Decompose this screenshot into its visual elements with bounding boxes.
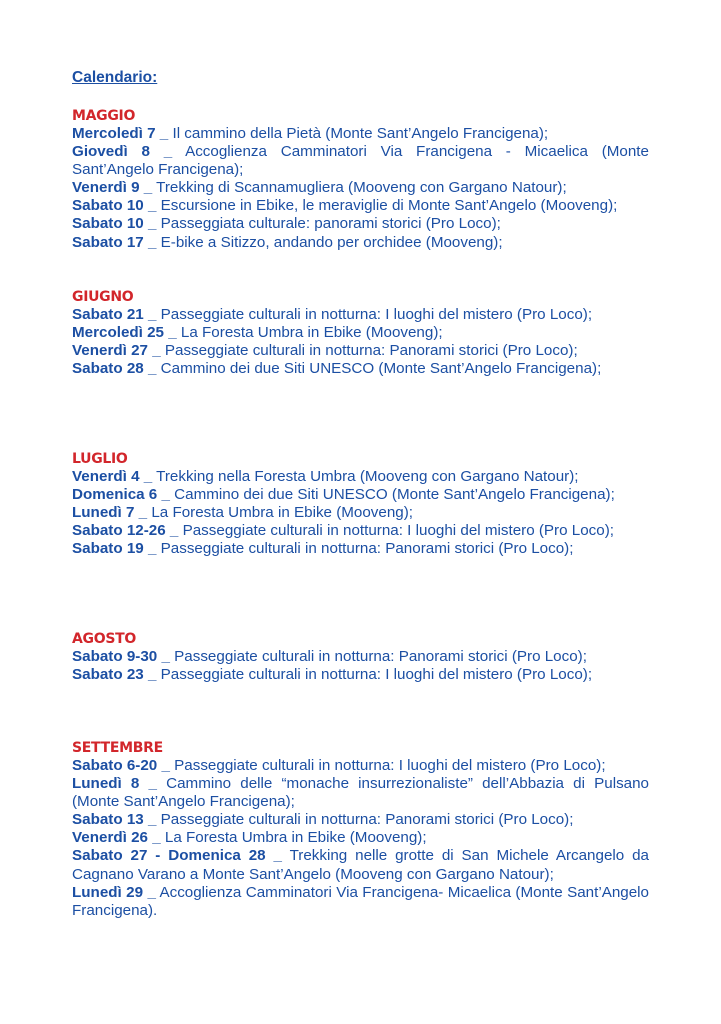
month-section-maggio bbox=[72, 107, 649, 252]
event-entry bbox=[72, 775, 649, 811]
event-entry bbox=[72, 468, 649, 486]
event-text: E-bike a Sitizzo, andando per orchidee (Mooveng); bbox=[160, 233, 503, 251]
event-text: Trekking nella Foresta Umbra (Mooveng con Gargano Natour); bbox=[156, 468, 579, 485]
event-text: Trekking nelle grotte di San Michele Arcangelo da Cagnano Varano a Monte Sant’Angelo (Mooveng con Gargano Natour); bbox=[72, 847, 650, 883]
event-text: Trekking di Scannamugliera (Mooveng con Gargano Natour); bbox=[156, 179, 567, 197]
event-date: Lunedì 8 _ bbox=[72, 775, 157, 793]
event-entry bbox=[72, 757, 649, 775]
event-text: La Foresta Umbra in Ebike (Mooveng); bbox=[151, 504, 414, 522]
month-heading: GIUGNO bbox=[72, 289, 134, 305]
event-entry bbox=[72, 360, 649, 378]
event-date: Sabato 21 _ bbox=[72, 306, 157, 323]
month-heading: LUGLIO bbox=[72, 451, 128, 467]
month-section-giugno bbox=[72, 288, 649, 378]
event-date: Sabato 12-26 _ bbox=[72, 522, 179, 540]
event-date: Giovedì 8 _ bbox=[72, 143, 173, 161]
event-text: Passeggiate culturali in notturna: I luoghi del mistero (Pro Loco); bbox=[182, 522, 614, 540]
event-date: Venerdì 4 _ bbox=[72, 468, 153, 485]
event-date: Sabato 6-20 _ bbox=[72, 757, 170, 774]
event-date: Mercoledì 7 _ bbox=[72, 125, 169, 142]
event-text: Cammino dei due Siti UNESCO (Monte Sant’Angelo Francigena); bbox=[174, 486, 615, 504]
event-date: Sabato 13 _ bbox=[72, 811, 157, 829]
page-title: Calendario: bbox=[72, 69, 158, 86]
event-text: Passeggiate culturali in notturna: Panorami storici (Pro Loco); bbox=[174, 648, 587, 665]
event-entry bbox=[72, 324, 649, 342]
event-text: Passeggiate culturali in notturna: Panorami storici (Pro Loco); bbox=[160, 540, 574, 558]
event-entry bbox=[72, 884, 649, 920]
event-text: Il cammino della Pietà (Monte Sant’Angelo Francigena); bbox=[172, 125, 549, 142]
event-entry bbox=[72, 125, 649, 143]
month-section-agosto bbox=[72, 630, 649, 684]
event-date: Sabato 28 _ bbox=[72, 360, 157, 378]
event-text: Accoglienza Camminatori Via Francigena - Micaelica (Monte Sant’Angelo Francigena); bbox=[72, 143, 649, 179]
month-heading: AGOSTO bbox=[72, 631, 136, 647]
month-section-settembre bbox=[72, 739, 649, 920]
event-entry bbox=[72, 829, 649, 847]
event-entry bbox=[72, 648, 649, 666]
event-date: Lunedì 7 _ bbox=[72, 504, 148, 522]
event-text: Passeggiate culturali in notturna: I luoghi del mistero (Pro Loco); bbox=[174, 757, 606, 774]
event-entry bbox=[72, 847, 649, 883]
month-heading: MAGGIO bbox=[72, 108, 136, 124]
event-date: Sabato 19 _ bbox=[72, 540, 157, 558]
event-date: Sabato 17 _ bbox=[72, 233, 157, 251]
event-text: Passeggiate culturali in notturna: I luoghi del mistero (Pro Loco); bbox=[160, 666, 593, 684]
event-entry bbox=[72, 666, 649, 684]
event-entry bbox=[72, 342, 649, 360]
event-entry bbox=[72, 234, 649, 252]
event-date: Sabato 10 _ bbox=[72, 197, 157, 215]
event-text: Cammino delle “monache insurrezionaliste” dell’Abbazia di Pulsano (Monte Sant’Angelo Francigena); bbox=[72, 775, 650, 811]
event-entry bbox=[72, 179, 649, 197]
event-date: Venerdì 26 _ bbox=[72, 829, 161, 847]
event-date: Venerdì 27 _ bbox=[72, 342, 161, 360]
event-entry bbox=[72, 486, 649, 504]
event-entry bbox=[72, 504, 649, 522]
event-date: Domenica 6 _ bbox=[72, 486, 170, 504]
event-date: Sabato 9-30 _ bbox=[72, 648, 170, 665]
event-entry bbox=[72, 215, 649, 233]
event-date: Venerdì 9 _ bbox=[72, 179, 153, 197]
event-date: Sabato 27 - Domenica 28 _ bbox=[72, 847, 282, 865]
event-text: La Foresta Umbra in Ebike (Mooveng); bbox=[180, 324, 443, 342]
event-entry bbox=[72, 197, 649, 215]
event-date: Sabato 23 _ bbox=[72, 666, 157, 684]
event-text: Passeggiate culturali in notturna: Panorami storici (Pro Loco); bbox=[160, 811, 574, 829]
event-entry bbox=[72, 306, 649, 324]
event-entry bbox=[72, 143, 649, 179]
month-section-luglio bbox=[72, 450, 649, 558]
month-heading: SETTEMBRE bbox=[72, 740, 163, 756]
event-text: Escursione in Ebike, le meraviglie di Monte Sant’Angelo (Mooveng); bbox=[160, 197, 618, 215]
event-text: Passeggiate culturali in notturna: Panorami storici (Pro Loco); bbox=[164, 342, 578, 360]
event-entry bbox=[72, 540, 649, 558]
event-date: Sabato 10 _ bbox=[72, 215, 157, 233]
event-text: Cammino dei due Siti UNESCO (Monte Sant’Angelo Francigena); bbox=[160, 360, 602, 378]
event-text: Passeggiata culturale: panorami storici (Pro Loco); bbox=[160, 215, 501, 233]
event-text: La Foresta Umbra in Ebike (Mooveng); bbox=[164, 829, 427, 847]
event-entry bbox=[72, 522, 649, 540]
event-text: Passeggiate culturali in notturna: I luoghi del mistero (Pro Loco); bbox=[160, 306, 593, 323]
event-entry bbox=[72, 811, 649, 829]
event-text: Accoglienza Camminatori Via Francigena- Micaelica (Monte Sant’Angelo Francigena). bbox=[72, 883, 649, 919]
event-date: Mercoledì 25 _ bbox=[72, 324, 177, 342]
event-date: Lunedì 29 _ bbox=[72, 883, 156, 901]
